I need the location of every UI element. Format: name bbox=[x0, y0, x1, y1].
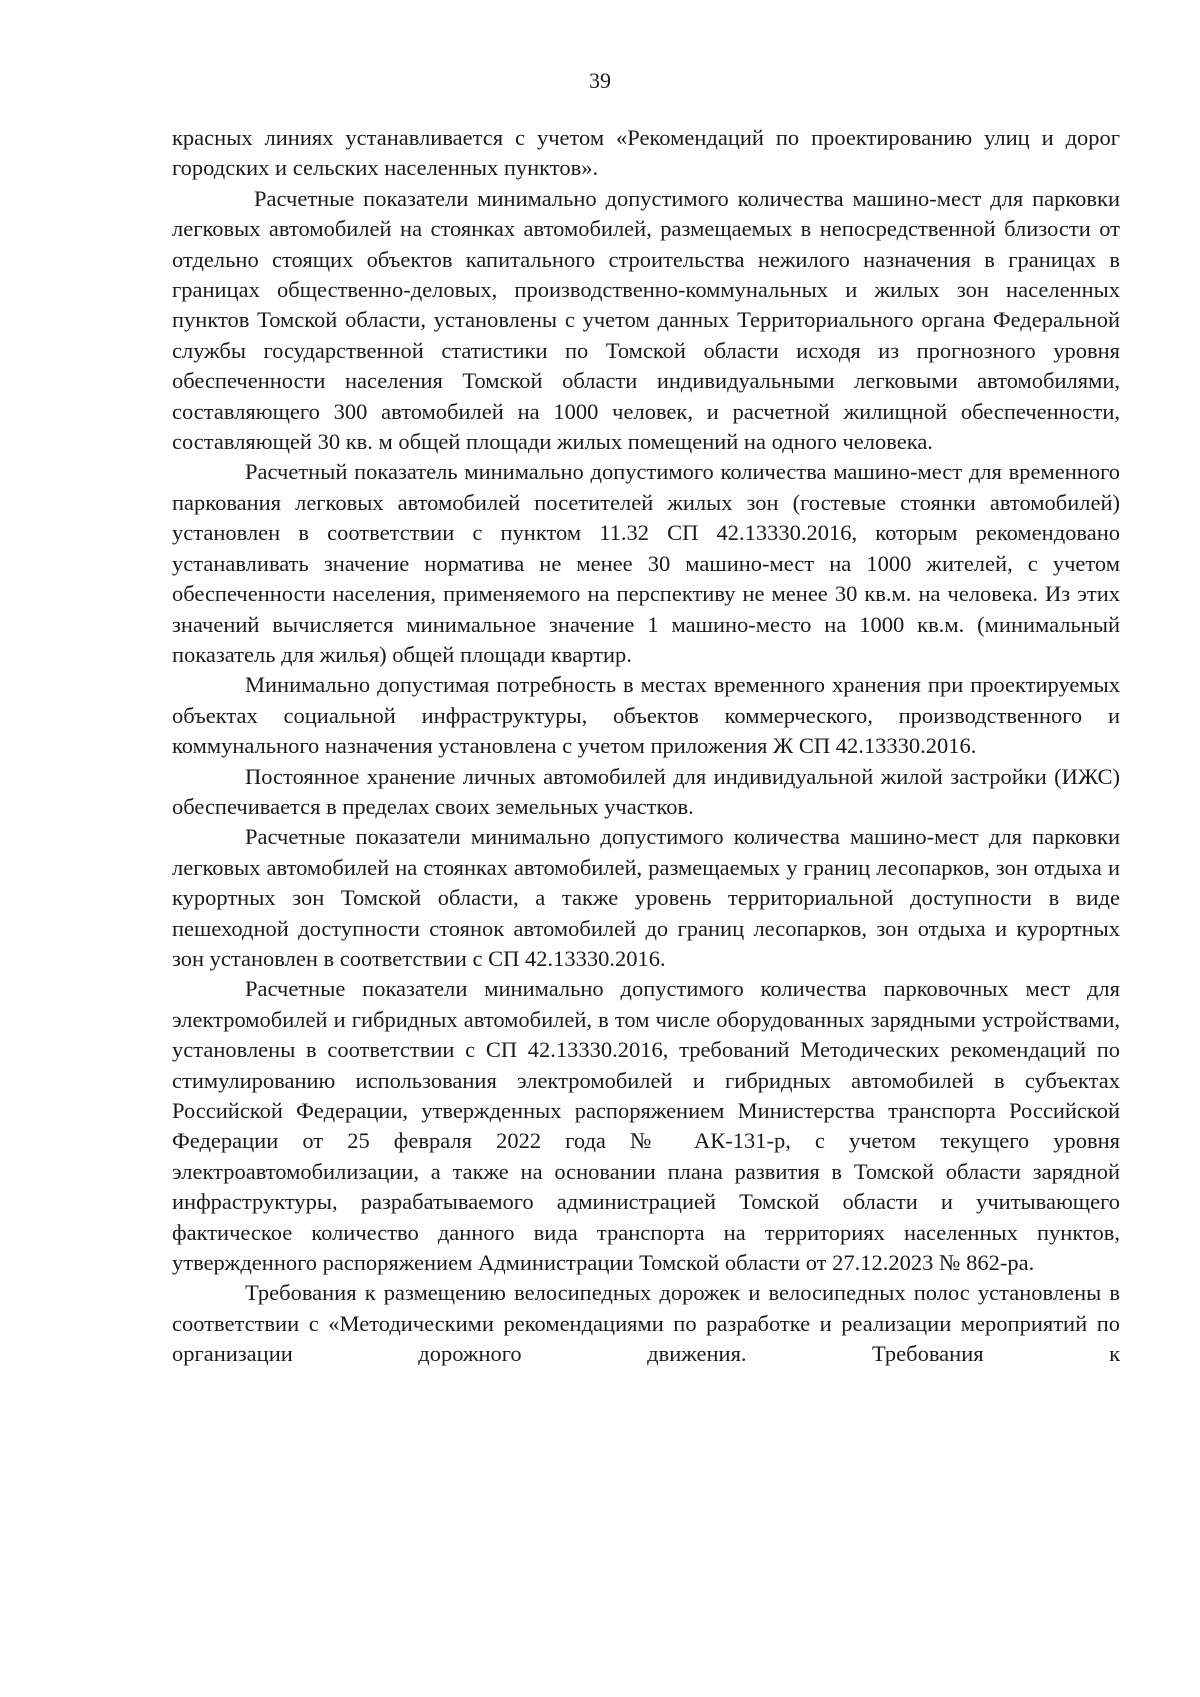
paragraph-bicycle-lanes: Требования к размещению велосипедных дорожек и велосипедных полос установлены в соответствии с «Методическими рекомендациями по разработке и реализации мероприятий по организации дорожного движения. Требования к bbox=[172, 1280, 1120, 1367]
paragraph-permanent-storage: Постоянное хранение личных автомобилей для индивидуальной жилой застройки (ИЖС) обеспечивается в пределах своих земельных участков. bbox=[172, 763, 1120, 819]
page-number: 39 bbox=[589, 68, 611, 93]
document-body bbox=[172, 123, 1120, 1370]
paragraph-parking-indicators: Расчетные показатели минимально допустимого количества машино-мест для парковки легковых автомобилей на стоянках автомобилей, размещаемых в непосредственной близости от отдельно стоящих объектов капитального строительства нежилого назначения в границах в границах общественно-деловых, производственно-коммунальных и жилых зон населенных пунктов Томской области, установлены с учетом данных Территориального органа Федеральной службы государственной статистики по Томской области исходя из прогнозного уровня обеспеченности населения Томской области индивидуальными легковыми автомобилями, составляющего 300 автомобилей на 1000 человек, и расчетной жилищной обеспеченности, составляющей 30 кв. м общей площади жилых помещений на одного человека. bbox=[172, 185, 1120, 455]
paragraph-guest-parking: Расчетный показатель минимально допустимого количества машино-мест для временного паркования легковых автомобилей посетителей жилых зон (гостевые стоянки автомобилей) установлен в соответствии с пунктом 11.32 СП 42.13330.2016, которым рекомендовано устанавливать значение норматива не менее 30 машино-мест на 1000 жителей, с учетом обеспеченности населения, применяемого на перспективу не менее 30 кв.м. на человека. Из этих значений вычисляется минимальное значение 1 машино-место на 1000 кв.м. (минимальный показатель для жилья) общей площади квартир. bbox=[172, 459, 1120, 667]
paragraph-temporary-storage: Минимально допустимая потребность в местах временного хранения при проектируемых объектах социальной инфраструктуры, объектов коммерческого, производственного и коммунального назначения установлена с учетом приложения Ж СП 42.13330.2016. bbox=[172, 672, 1120, 759]
paragraph-continuation: красных линиях устанавливается с учетом «Рекомендаций по проектированию улиц и дорог городских и сельских населенных пунктов». bbox=[172, 125, 1120, 181]
paragraph-recreation-zones: Расчетные показатели минимально допустимого количества машино-мест для парковки легковых автомобилей на стоянках автомобилей, размещаемых у границ лесопарков, зон отдыха и курортных зон Томской области, а также уровень территориальной доступности в виде пешеходной доступности стоянок автомобилей до границ лесопарков, зон отдыха и курортных зон установлен в соответствии с СП 42.13330.2016. bbox=[172, 824, 1120, 971]
paragraph-electric-vehicles: Расчетные показатели минимально допустимого количества парковочных мест для электромобилей и гибридных автомобилей, в том числе оборудованных зарядными устройствами, установлены в соответствии с СП 42.13330.2016, требований Методических рекомендаций по стимулированию использования электромобилей и гибридных автомобилей в субъектах Российской Федерации, утвержденных распоряжением Министерства транспорта Российской Федерации от 25 февраля 2022 года № АК-131-р, с учетом текущего уровня электроавтомобилизации, а также на основании плана развития в Томской области зарядной инфраструктуры, разрабатываемого администрацией Томской области и учитывающего фактическое количество данного вида транспорта на территориях населенных пунктов, утвержденного распоряжением Администрации Томской области от 27.12.2023 № 862-ра. bbox=[172, 976, 1120, 1276]
